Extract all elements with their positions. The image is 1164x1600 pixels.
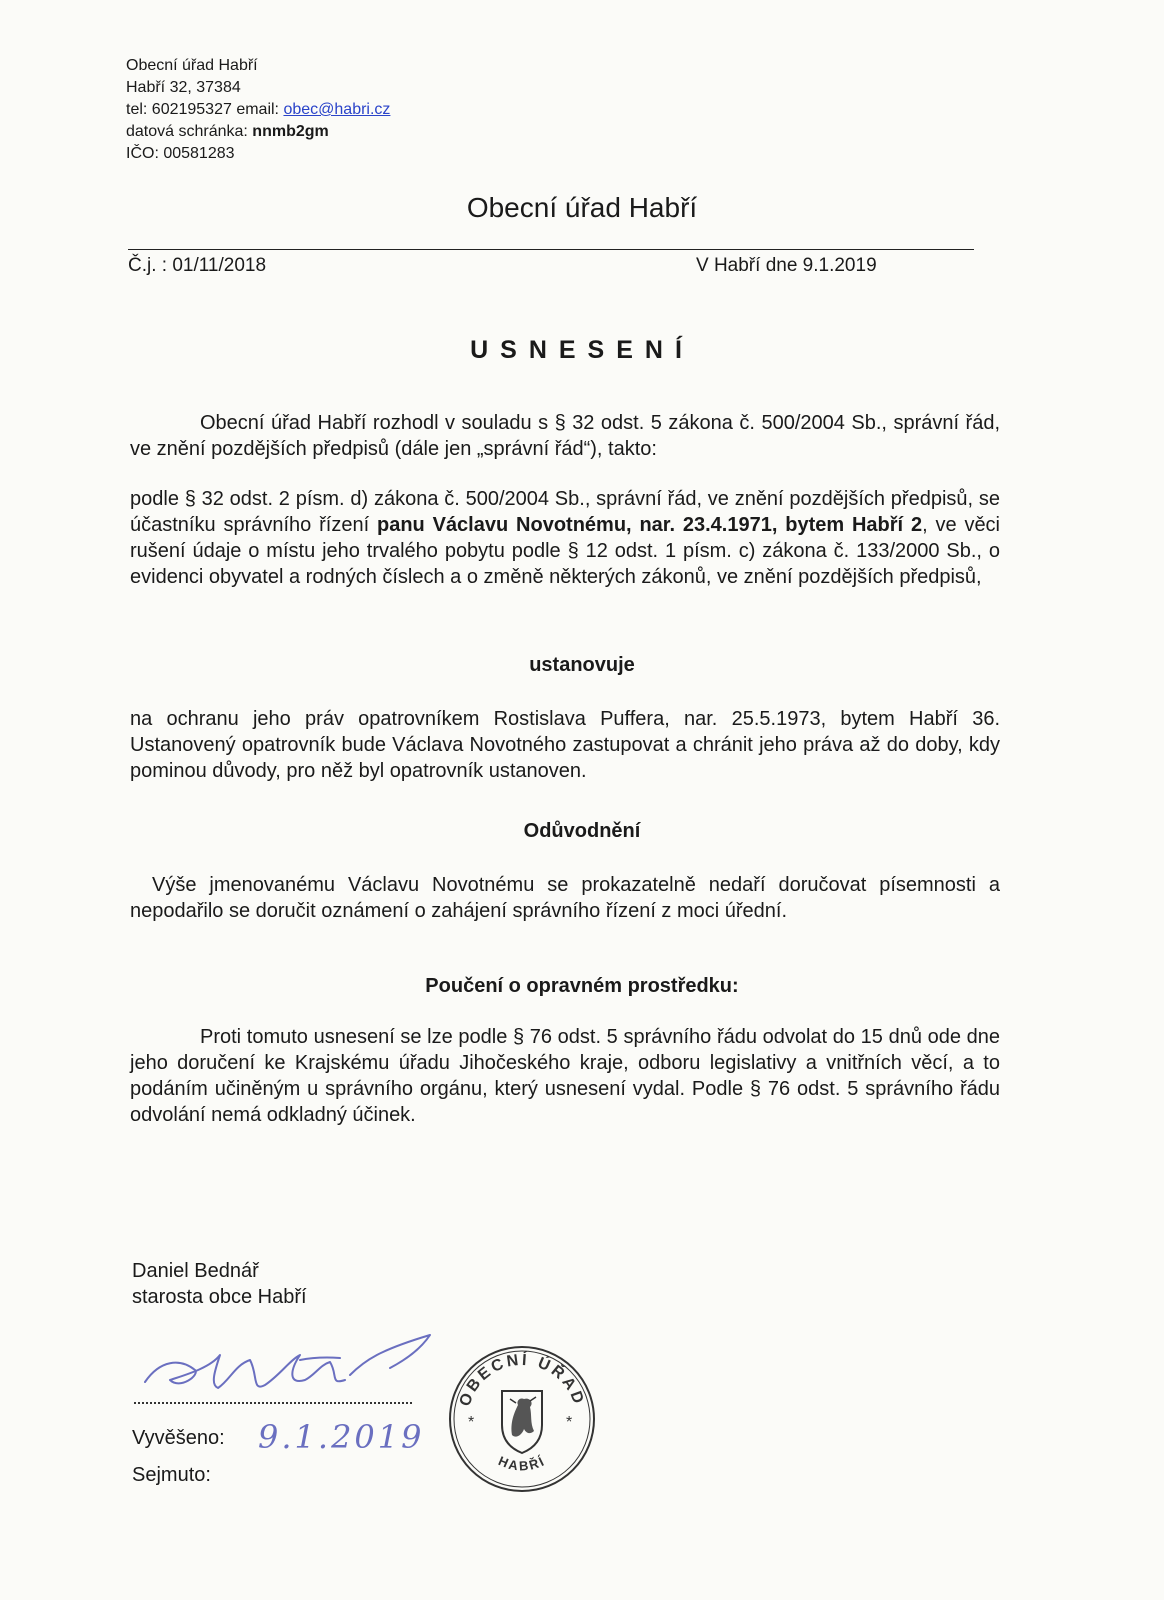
appeal-paragraph: Proti tomuto usnesení se lze podle § 76 odst. 5 správního řádu odvolat do 15 dnů ode dne jeho doručení ke Krajskému úřadu Jihočeského kraje, odboru legislativy a vnitřních věcí, a to podáním učiněným u správního orgánu, který usnesení vydal. Podle § 76 odst. 5 správního řádu odvolání nemá odkladný účinek. bbox=[130, 1026, 1000, 1126]
stamp-bottom-text: HABŘÍ bbox=[496, 1453, 548, 1474]
decision-paragraph bbox=[130, 486, 1000, 590]
appeal-heading: Poučení o opravném prostředku: bbox=[425, 975, 739, 997]
coat-of-arms-lion-icon bbox=[502, 1391, 542, 1453]
letterhead-ico: IČO: 00581283 bbox=[126, 145, 235, 162]
posted-date-handwritten: 9.1.2019 bbox=[258, 1418, 425, 1456]
decision-text-2: , ve věci rušení údaje o místu jeho trvalého pobytu podle § 12 odst. 1 písm. c) zákona č. 133/2000 Sb., o evidenci obyvatel a rodných číslech a o změně některých zákonů, ve znění pozdějších předpisů, bbox=[130, 514, 1001, 588]
document-date: V Habří dne 9.1.2019 bbox=[696, 255, 877, 276]
stamp-star-icon: * bbox=[566, 1414, 573, 1431]
signature-image bbox=[140, 1330, 450, 1410]
signature-line bbox=[134, 1402, 412, 1404]
decision-text-1: podle § 32 odst. 2 písm. d) zákona č. 500/2004 Sb., správní řád, ve znění pozdějších předpisů, se účastníku správního řízení bbox=[130, 488, 1000, 536]
letterhead bbox=[126, 55, 390, 165]
databox-value: nnmb2gm bbox=[252, 123, 329, 140]
letterhead-tel: tel: 602195327 email: bbox=[126, 101, 284, 118]
appointment-paragraph: na ochranu jeho práv opatrovníkem Rostislava Puffera, nar. 25.5.1973, bytem Habří 36. Ustanovený opatrovník bude Václava Novotného zastupovat a chránit jeho práva až do doby, kdy pominou důvody, pro něž byl opatrovník ustanoven. bbox=[130, 708, 1000, 782]
stamp-star-icon: * bbox=[468, 1414, 475, 1431]
letterhead-contact bbox=[126, 99, 390, 121]
letterhead-databox bbox=[126, 121, 390, 143]
signatory-block bbox=[132, 1258, 307, 1310]
email-link[interactable]: obec@habri.cz bbox=[283, 101, 391, 118]
signatory-role: starosta obce Habří bbox=[132, 1286, 307, 1308]
stamp-top-text: OBECNÍ ÚŘAD bbox=[456, 1351, 588, 1409]
intro-paragraph: Obecní úřad Habří rozhodl v souladu s § 32 odst. 5 zákona č. 500/2004 Sb., správní řád, ve znění pozdějších předpisů (dále jen „správní řád“), takto: bbox=[130, 412, 1000, 460]
signatory-name: Daniel Bednář bbox=[132, 1260, 259, 1282]
posted-label: Vyvěšeno: bbox=[132, 1427, 225, 1449]
removed-label: Sejmuto: bbox=[132, 1464, 211, 1486]
decision-party: panu Václavu Novotnému, nar. 23.4.1971, bytem Habří 2 bbox=[376, 514, 923, 536]
document-title: USNESENÍ bbox=[470, 336, 694, 364]
letterhead-office: Obecní úřad Habří bbox=[126, 57, 258, 74]
official-stamp bbox=[446, 1343, 598, 1495]
ustanovuje-heading: ustanovuje bbox=[529, 654, 635, 676]
reasoning-heading: Odůvodnění bbox=[523, 820, 641, 842]
svg-text:HABŘÍ bbox=[496, 1453, 548, 1473]
letterhead-address: Habří 32, 37384 bbox=[126, 79, 241, 96]
header-divider bbox=[128, 249, 974, 250]
reasoning-paragraph: Výše jmenovanému Václavu Novotnému se prokazatelně nedaří doručovat písemnosti a nepodařilo se doručit oznámení o zahájení správního řízení z moci úřední. bbox=[130, 874, 1000, 922]
reference-number: Č.j. : 01/11/2018 bbox=[128, 255, 267, 276]
office-title: Obecní úřad Habří bbox=[466, 192, 698, 223]
databox-label: datová schránka: bbox=[126, 123, 253, 140]
